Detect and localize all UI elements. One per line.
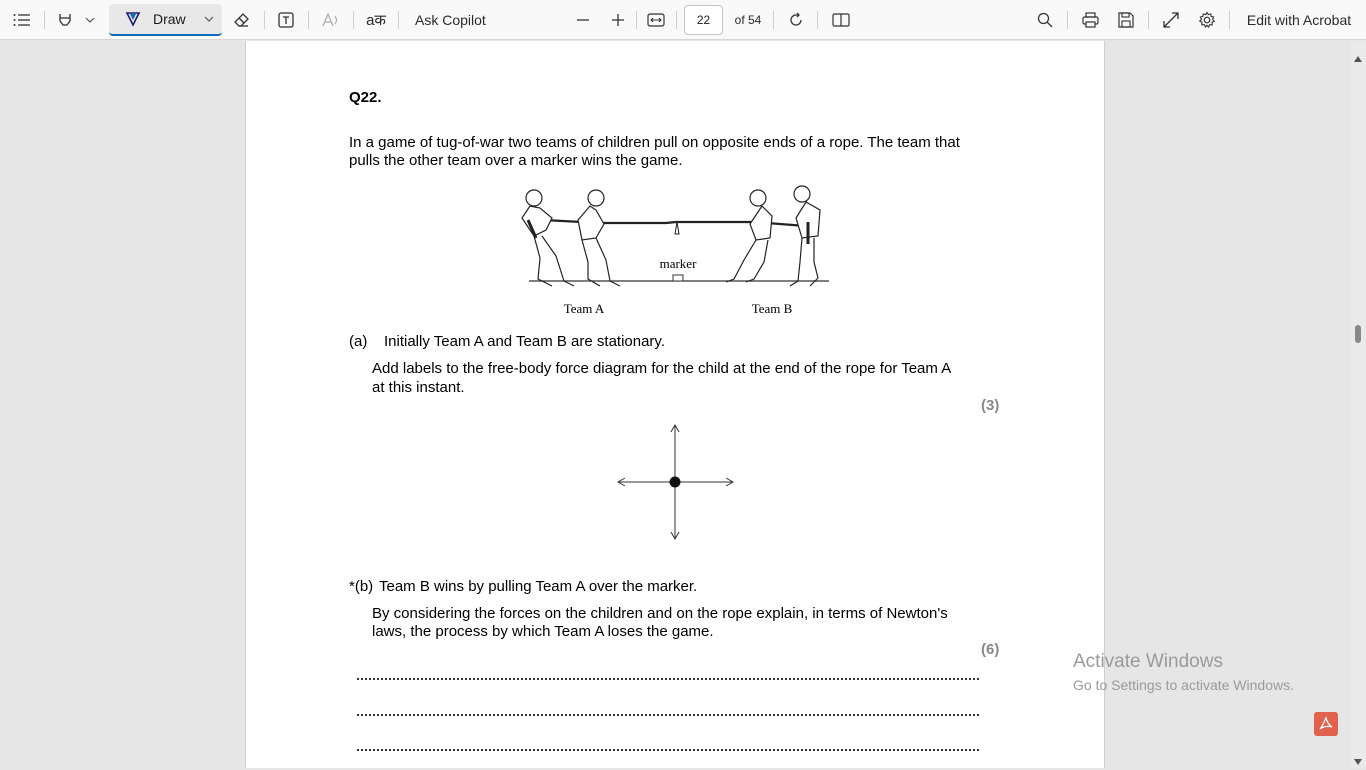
settings-gear-icon[interactable]: [1196, 0, 1218, 40]
full-screen-icon[interactable]: [1160, 0, 1182, 40]
answer-line[interactable]: [357, 749, 979, 752]
marker-label: marker: [659, 256, 697, 271]
answer-line[interactable]: [357, 714, 979, 717]
part-b-instruction-line-1: By considering the forces on the children and on the rope explain, in terms of Newton's: [372, 605, 948, 622]
read-aloud-icon[interactable]: [320, 0, 342, 40]
part-b-marks: (6): [981, 641, 1000, 658]
part-b-label: *(b): [349, 578, 374, 595]
scroll-down-arrow-icon[interactable]: [1354, 752, 1362, 770]
pdf-page: [245, 41, 1105, 768]
question-intro-line-2: pulls the other team over a marker wins the game.: [349, 152, 683, 169]
part-a-instruction-line-2: at this instant.: [372, 379, 465, 396]
page-view-icon[interactable]: [830, 0, 852, 40]
part-b-instruction-line-2: laws, the process by which Team A loses the game.: [372, 623, 714, 640]
part-a-statement: Initially Team A and Team B are stationary.: [384, 333, 665, 350]
zoom-out-icon[interactable]: [574, 0, 592, 40]
page-number-input[interactable]: 22: [684, 5, 723, 35]
free-body-diagram: [616, 422, 736, 542]
pdf-toolbar: [0, 0, 1366, 40]
highlight-icon[interactable]: [54, 0, 76, 40]
answer-line[interactable]: [357, 678, 979, 681]
print-icon[interactable]: [1079, 0, 1101, 40]
part-a-label: (a): [349, 333, 368, 350]
ask-copilot-button[interactable]: Ask Copilot: [415, 12, 486, 28]
search-icon[interactable]: [1034, 0, 1056, 40]
page-total-label: of 54: [734, 13, 762, 27]
tug-of-war-figure: [516, 178, 836, 323]
part-a-marks: (3): [981, 397, 1000, 414]
draw-pen-icon: [125, 11, 141, 27]
highlight-dropdown-chevron-icon[interactable]: [82, 0, 98, 40]
text-box-icon[interactable]: [275, 0, 297, 40]
question-number: Q22.: [349, 89, 382, 106]
eraser-icon[interactable]: [230, 0, 252, 40]
vertical-scrollbar[interactable]: [1350, 41, 1366, 768]
draw-dropdown-chevron-icon[interactable]: [204, 16, 214, 22]
team-b-label: Team B: [751, 301, 793, 316]
scroll-up-arrow-icon[interactable]: [1354, 49, 1362, 67]
scrollbar-thumb[interactable]: [1355, 325, 1361, 343]
acrobat-icon[interactable]: [1314, 712, 1338, 736]
translate-icon[interactable]: aक: [366, 12, 386, 29]
activate-windows-subtitle: Go to Settings to activate Windows.: [1073, 677, 1294, 693]
contents-list-icon[interactable]: [10, 0, 34, 40]
save-icon[interactable]: [1115, 0, 1137, 40]
team-a-label: Team A: [563, 301, 605, 316]
fit-width-icon[interactable]: [645, 0, 667, 40]
draw-label: Draw: [153, 11, 186, 27]
part-a-instruction-line-1: Add labels to the free-body force diagram for the child at the end of the rope for Team A: [372, 360, 952, 377]
activate-windows-title: Activate Windows: [1073, 651, 1223, 672]
zoom-in-icon[interactable]: [609, 0, 627, 40]
draw-button[interactable]: [109, 4, 222, 36]
part-b-statement: Team B wins by pulling Team A over the marker.: [379, 578, 698, 595]
rotate-icon[interactable]: [786, 0, 806, 40]
edit-with-acrobat-button[interactable]: Edit with Acrobat: [1246, 12, 1352, 28]
question-intro-line-1: In a game of tug-of-war two teams of children pull on opposite ends of a rope. The team that: [349, 134, 960, 151]
